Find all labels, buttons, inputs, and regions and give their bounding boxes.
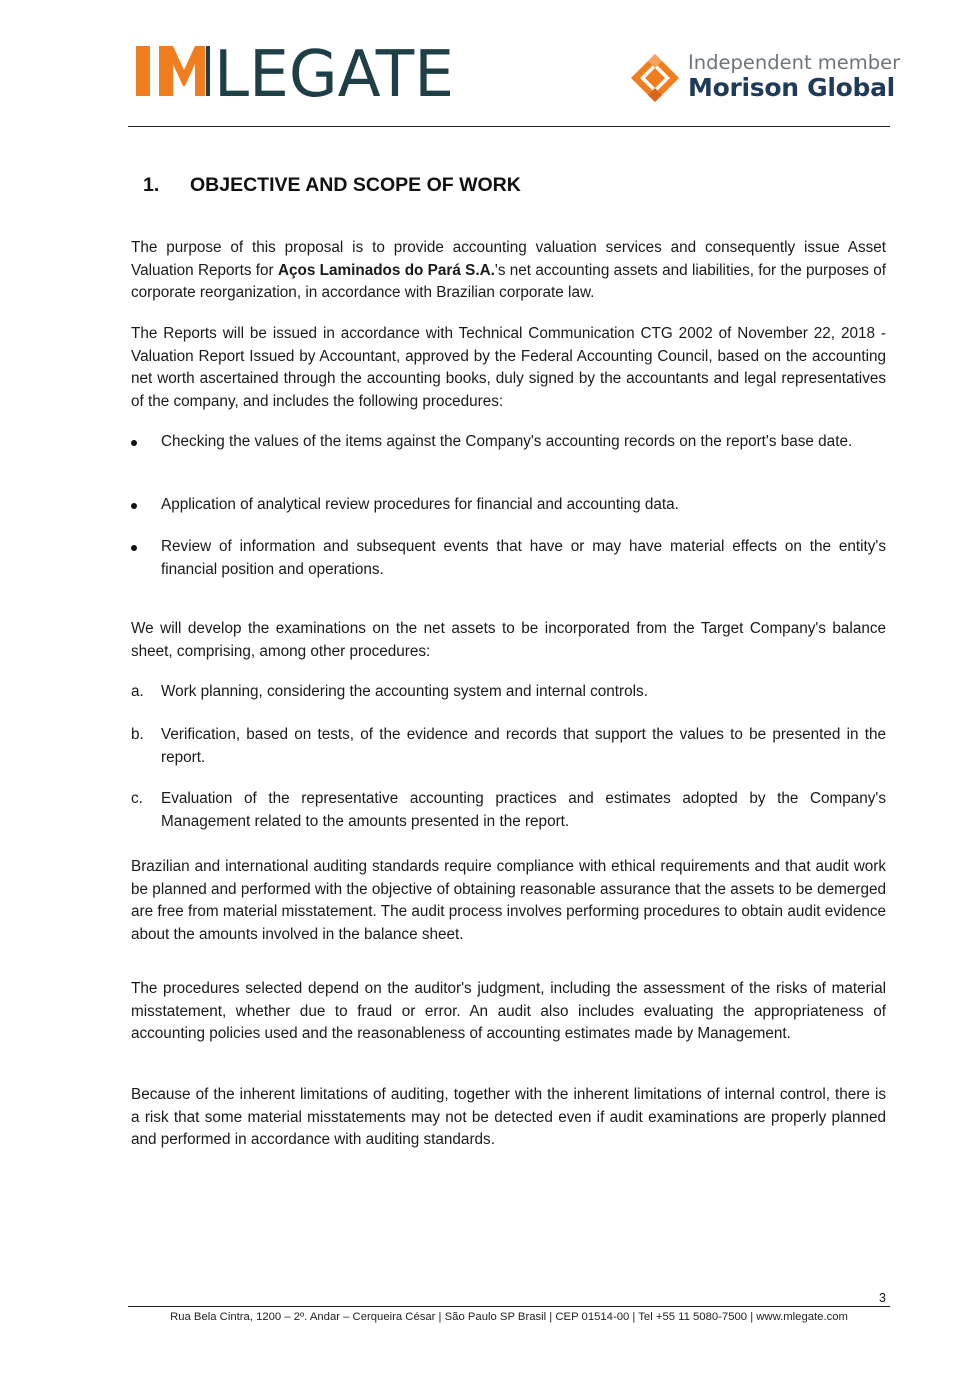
list-marker: c.	[131, 790, 143, 807]
header-divider	[128, 126, 890, 127]
morison-global-logo-icon	[631, 54, 679, 102]
footer-divider	[128, 1306, 890, 1307]
list-item: Work planning, considering the accounting system and internal controls.	[161, 683, 648, 700]
paragraph-examinations: We will develop the examinations on the net assets to be incorporated from the Target Company's balance sheet, comprising, among other procedures:	[131, 620, 886, 660]
bullet-dot-icon	[131, 545, 137, 551]
paragraph-standards: Brazilian and international auditing standards require compliance with ethical requirements and that audit work be planned and performed with the objective of obtaining reasonable assurance that the assets to be demerged are free from material misstatement. The audit process involves performing procedures to obtain audit evidence about the amounts involved in the balance sheet.	[131, 858, 886, 943]
section-title: OBJECTIVE AND SCOPE OF WORK	[190, 174, 521, 196]
bullet-item: Checking the values of the items against the Company's accounting records on the report's base date.	[161, 433, 853, 450]
member-line-1: Independent member	[688, 51, 901, 74]
paragraph-limitations: Because of the inherent limitations of auditing, together with the inherent limitations of internal control, there is a risk that some material misstatements may not be detected even if audit examinations are properly planned and performed in accordance with auditing standards.	[131, 1086, 886, 1148]
list-marker: b.	[131, 726, 144, 743]
list-item: Verification, based on tests, of the evidence and records that support the values to be presented in the report.	[161, 726, 886, 766]
bullet-dot-icon	[131, 440, 137, 446]
footer-address: Rua Bela Cintra, 1200 – 2º. Andar – Cerqueira César | São Paulo SP Brasil | CEP 01514-00 | Tel +55 11 5080-7500 | www.mlegate.com	[170, 1311, 848, 1323]
list-marker: a.	[131, 683, 144, 700]
page-number: 3	[879, 1291, 886, 1305]
paragraph-reports: The Reports will be issued in accordance with Technical Communication CTG 2002 of November 22, 2018 - Valuation Report Issued by Accountant, approved by the Federal Accounting Council, based on the accounting net worth ascertained through the accounting books, duly signed by the accountants and legal representatives of the company, and includes the following procedures:	[131, 325, 886, 410]
bullet-item: Review of information and subsequent events that have or may have material effects on the entity's financial position and operations.	[161, 538, 886, 578]
list-item: Evaluation of the representative accounting practices and estimates adopted by the Company's Management related to the amounts presented in the report.	[161, 790, 886, 830]
mlegate-logo	[134, 44, 464, 100]
paragraph-purpose: The purpose of this proposal is to provide accounting valuation services and consequently issue Asset Valuation Reports for Aços Laminados do Pará S.A.'s net accounting assets and liabilities, for the purposes of corporate reorganization, in accordance with Brazilian corporate law.	[131, 239, 886, 301]
bullet-item: Application of analytical review procedures for financial and accounting data.	[161, 496, 679, 513]
svg-text:LEGATE: LEGATE	[214, 44, 454, 100]
company-name: Aços Laminados do Pará S.A.	[277, 261, 495, 279]
member-line-2: Morison Global	[688, 73, 895, 102]
section-number: 1.	[143, 174, 160, 196]
bullet-dot-icon	[131, 503, 137, 509]
paragraph-procedures: The procedures selected depend on the auditor's judgment, including the assessment of the risks of material misstatement, whether due to fraud or error. An audit also includes evaluating the appropriateness of accounting policies used and the reasonableness of accounting estimates made by Management.	[131, 980, 886, 1042]
